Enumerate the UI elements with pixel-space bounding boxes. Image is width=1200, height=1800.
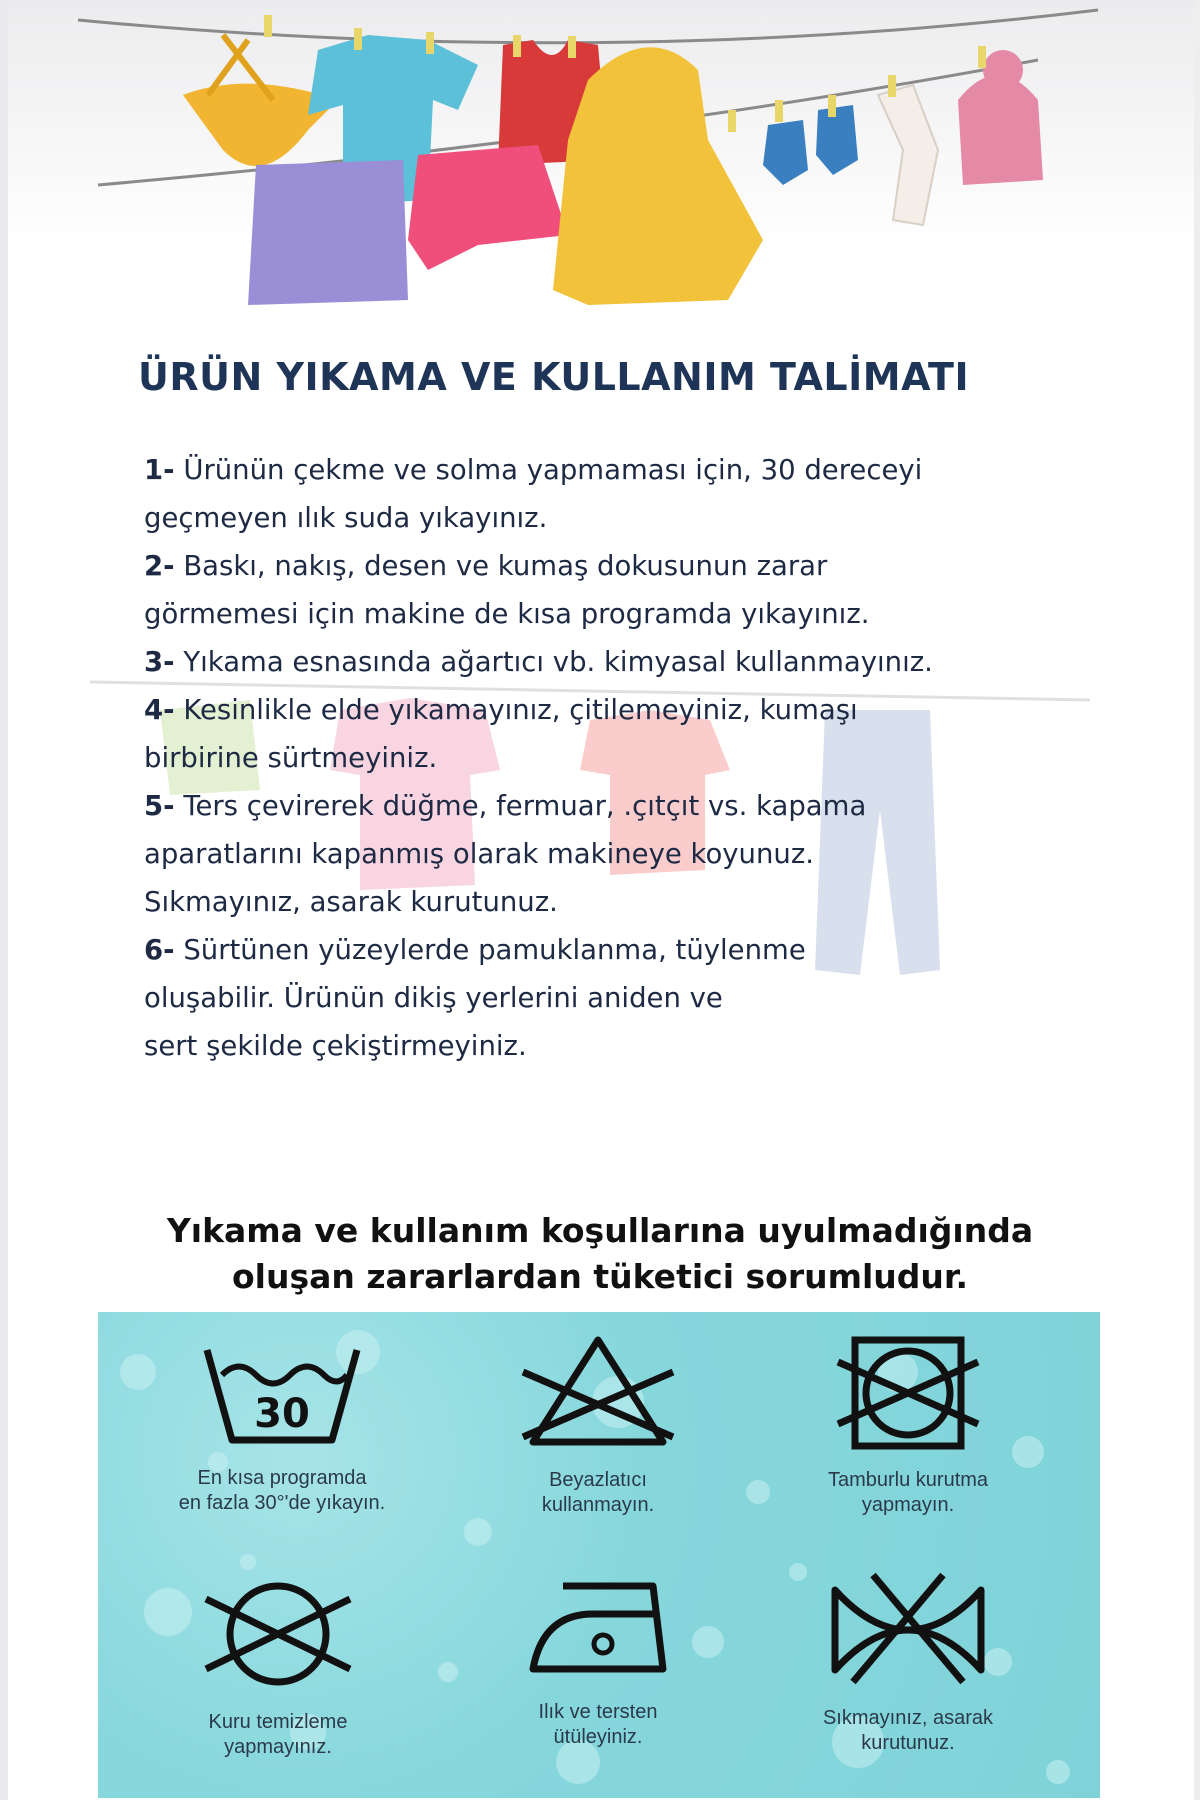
page-title: ÜRÜN YIKAMA VE KULLANIM TALİMATI: [138, 355, 970, 399]
care-symbol-iron: [448, 1574, 748, 1750]
instruction-number: 3-: [144, 646, 175, 678]
care-label-bleach: Beyazlatıcı kullanmayın.: [541, 1469, 655, 1516]
instruction-item: [144, 926, 1104, 1070]
no-bleach-icon: [518, 1332, 678, 1452]
instruction-line: [144, 926, 1104, 974]
no-wring-icon: [823, 1570, 993, 1690]
purple-towel-icon: [248, 160, 408, 305]
care-label-dry-clean: Kuru temizleme yapmayınız.: [208, 1711, 348, 1758]
instruction-line: [144, 638, 1104, 686]
instruction-line: [144, 974, 1104, 1022]
blue-glove-icon: [763, 120, 808, 185]
wash-30-icon: [197, 1340, 367, 1450]
care-symbol-no-tumble-dry: [758, 1332, 1058, 1518]
care-symbol-no-dry-clean: [128, 1574, 428, 1760]
instruction-text: Ters çevirerek düğme, fermuar, .çıtçıt vs. kapama: [183, 790, 867, 822]
instruction-line: [144, 590, 1104, 638]
wash-temperature: 30: [254, 1391, 310, 1437]
instruction-text: Yıkama esnasında ağartıcı vb. kimyasal kullanmayınız.: [183, 646, 933, 678]
care-symbol-wash-30: [132, 1340, 432, 1516]
instruction-line: [144, 830, 1104, 878]
instruction-line: [144, 446, 1104, 494]
instruction-text: Sürtünen yüzeylerde pamuklanma, tüylenme: [183, 934, 806, 966]
care-symbol-no-wring: [758, 1570, 1058, 1756]
instruction-item: [144, 446, 1104, 542]
care-symbol-no-bleach: [448, 1332, 748, 1518]
instruction-item: [144, 782, 1104, 926]
instruction-line: [144, 542, 1104, 590]
care-label-wring: Sıkmayınız, asarak kurutunuz.: [822, 1707, 994, 1754]
right-frame: [1194, 0, 1200, 1800]
care-label-wash: En kısa programda en fazla 30°'de yıkayın.: [178, 1467, 386, 1514]
instruction-line: [144, 1022, 1104, 1070]
pink-beanie-icon: [958, 50, 1043, 185]
instruction-line: [144, 878, 1104, 926]
instruction-line: [144, 782, 1104, 830]
instruction-number: 4-: [144, 694, 175, 726]
iron-low-icon: [518, 1574, 678, 1684]
warning-line: Yıkama ve kullanım koşullarına uyulmadığında: [166, 1211, 1034, 1250]
care-label-iron: Ilık ve tersten ütüleyiniz.: [538, 1701, 658, 1748]
no-dry-clean-icon: [198, 1574, 358, 1694]
instruction-text: görmemesi için makine de kısa programda yıkayınız.: [144, 598, 870, 630]
instruction-number: 6-: [144, 934, 175, 966]
instruction-number: 2-: [144, 550, 175, 582]
instruction-text: oluşabilir. Ürünün dikiş yerlerini aniden ve: [144, 982, 723, 1014]
instruction-text: Kesinlikle elde yıkamayınız, çitilemeyiniz, kumaşı: [183, 694, 858, 726]
instruction-text: geçmeyen ılık suda yıkayınız.: [144, 502, 548, 534]
instruction-item: [144, 686, 1104, 782]
instruction-text: Baskı, nakış, desen ve kumaş dokusunun zarar: [183, 550, 828, 582]
instruction-text: Ürünün çekme ve solma yapmaması için, 30 dereceyi: [183, 454, 923, 486]
instruction-line: [144, 686, 1104, 734]
instruction-item: [144, 542, 1104, 638]
instruction-item: [144, 638, 1104, 686]
clothesline-illustration: [8, 0, 1194, 330]
warning-line: oluşan zararlardan tüketici sorumludur.: [231, 1257, 969, 1296]
laundry-banner: [8, 0, 1194, 330]
warning-text: [100, 1208, 1100, 1300]
blue-glove-icon: [816, 105, 858, 175]
left-frame: [0, 0, 8, 1800]
instruction-number: 1-: [144, 454, 175, 486]
sock-icon: [878, 85, 938, 225]
instruction-line: [144, 494, 1104, 542]
care-symbols-panel: [98, 1312, 1100, 1798]
care-label-tumble-dry: Tamburlu kurutma yapmayın.: [827, 1469, 989, 1516]
instruction-text: Sıkmayınız, asarak kurutunuz.: [144, 886, 558, 918]
instruction-text: sert şekilde çekiştirmeyiniz.: [144, 1030, 527, 1062]
instruction-number: 5-: [144, 790, 175, 822]
clothesline-rope-top: [78, 10, 1098, 43]
instruction-text: aparatlarını kapanmış olarak makineye koyunuz.: [144, 838, 815, 870]
pink-shirt-icon: [408, 145, 568, 270]
instructions-list: [144, 446, 1104, 1070]
no-tumble-dry-icon: [833, 1332, 983, 1452]
instruction-line: [144, 734, 1104, 782]
instruction-text: birbirine sürtmeyiniz.: [144, 742, 438, 774]
